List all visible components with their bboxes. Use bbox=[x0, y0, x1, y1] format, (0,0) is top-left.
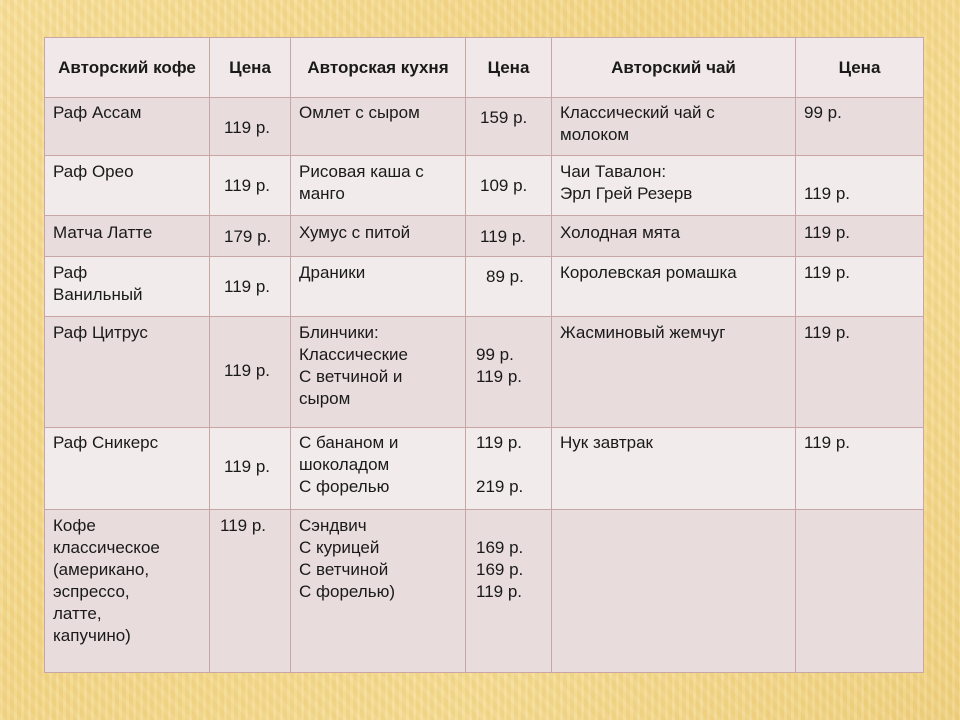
coffee-price-cell bbox=[210, 510, 291, 673]
coffee-name: Раф Ассам bbox=[53, 103, 142, 122]
header-row bbox=[45, 38, 924, 98]
coffee-name: капучино) bbox=[53, 626, 131, 645]
coffee-name: Матча Латте bbox=[53, 223, 153, 242]
coffee-price: 119 р. bbox=[224, 457, 271, 476]
header-kitchen-price: Цена bbox=[466, 38, 552, 98]
coffee-name: Ванильный bbox=[53, 285, 143, 304]
kitchen-item: Омлет с сыром bbox=[299, 103, 420, 122]
kitchen-price: 119 р. bbox=[480, 227, 527, 246]
tea-name-line: Жасминовый жемчуг bbox=[560, 323, 726, 342]
coffee-price: 119 р. bbox=[224, 118, 271, 137]
kitchen-price-cell bbox=[466, 257, 552, 317]
kitchen-item: Хумус с питой bbox=[299, 223, 411, 242]
tea-cell bbox=[552, 156, 796, 216]
tea-name-line: Эрл Грей Резерв bbox=[560, 184, 693, 203]
coffee-name: Раф Сникерс bbox=[53, 433, 159, 452]
coffee-name: эспрессо, bbox=[53, 582, 130, 601]
kitchen-cell bbox=[291, 428, 466, 510]
tea-cell bbox=[552, 257, 796, 317]
tea-cell bbox=[552, 216, 796, 257]
coffee-name: классическое bbox=[53, 538, 160, 557]
kitchen-price-cell bbox=[466, 216, 552, 257]
kitchen-price-cell bbox=[466, 317, 552, 428]
kitchen-cell bbox=[291, 317, 466, 428]
kitchen-price: 119 р. bbox=[476, 582, 523, 601]
kitchen-item: С бананом и bbox=[299, 433, 399, 452]
kitchen-price: 119 р. bbox=[476, 367, 523, 386]
kitchen-cell bbox=[291, 156, 466, 216]
coffee-price-cell bbox=[210, 428, 291, 510]
header-tea: Авторский чай bbox=[552, 38, 796, 98]
coffee-price: 119 р. bbox=[224, 361, 271, 380]
table-row bbox=[45, 428, 924, 510]
kitchen-cell bbox=[291, 216, 466, 257]
kitchen-price: 119 р. bbox=[476, 433, 523, 452]
kitchen-item: сыром bbox=[299, 389, 351, 408]
coffee-cell bbox=[45, 98, 210, 156]
coffee-cell bbox=[45, 510, 210, 673]
tea-price: 119 р. bbox=[804, 323, 851, 342]
tea-price: 119 р. bbox=[804, 223, 851, 242]
tea-name-line: Чаи Тавалон: bbox=[560, 162, 667, 181]
coffee-name: Раф Цитрус bbox=[53, 323, 148, 342]
kitchen-item: С форелью) bbox=[299, 582, 395, 601]
coffee-price-cell bbox=[210, 216, 291, 257]
header-tea-price: Цена bbox=[796, 38, 924, 98]
coffee-price-cell bbox=[210, 317, 291, 428]
tea-name-line: Королевская ромашка bbox=[560, 263, 737, 282]
tea-cell bbox=[552, 317, 796, 428]
kitchen-item: шоколадом bbox=[299, 455, 390, 474]
tea-price: 119 р. bbox=[804, 184, 851, 203]
kitchen-price: 109 р. bbox=[480, 176, 528, 195]
tea-price-cell-empty bbox=[796, 510, 924, 673]
kitchen-item: Классические bbox=[299, 345, 408, 364]
coffee-cell bbox=[45, 257, 210, 317]
tea-price-cell bbox=[796, 428, 924, 510]
tea-price-cell bbox=[796, 257, 924, 317]
kitchen-item: Драники bbox=[299, 263, 366, 282]
tea-price-cell bbox=[796, 156, 924, 216]
coffee-name: латте, bbox=[53, 604, 102, 623]
kitchen-price: 99 р. bbox=[476, 345, 514, 364]
menu-table bbox=[44, 37, 924, 673]
coffee-cell bbox=[45, 216, 210, 257]
tea-cell bbox=[552, 428, 796, 510]
tea-name-line: Классический чай с bbox=[560, 103, 715, 122]
kitchen-cell bbox=[291, 98, 466, 156]
kitchen-price-cell bbox=[466, 156, 552, 216]
kitchen-cell bbox=[291, 510, 466, 673]
coffee-name: Кофе bbox=[53, 516, 96, 535]
coffee-price-cell bbox=[210, 257, 291, 317]
kitchen-item: Рисовая каша с bbox=[299, 162, 424, 181]
kitchen-price: 169 р. bbox=[476, 538, 524, 557]
kitchen-price: 159 р. bbox=[480, 108, 528, 127]
coffee-cell bbox=[45, 317, 210, 428]
tea-price: 99 р. bbox=[804, 103, 842, 122]
coffee-name: Раф bbox=[53, 263, 88, 282]
tea-name-line: молоком bbox=[560, 125, 630, 144]
tea-cell bbox=[552, 98, 796, 156]
kitchen-price-cell bbox=[466, 510, 552, 673]
coffee-price: 119 р. bbox=[220, 516, 267, 535]
tea-price-cell bbox=[796, 216, 924, 257]
table-row bbox=[45, 317, 924, 428]
kitchen-item: манго bbox=[299, 184, 345, 203]
kitchen-cell bbox=[291, 257, 466, 317]
kitchen-item: Блинчики: bbox=[299, 323, 379, 342]
kitchen-item: С ветчиной и bbox=[299, 367, 403, 386]
tea-price: 119 р. bbox=[804, 263, 851, 282]
tea-price-cell bbox=[796, 317, 924, 428]
tea-price-cell bbox=[796, 98, 924, 156]
tea-price: 119 р. bbox=[804, 433, 851, 452]
table-row bbox=[45, 156, 924, 216]
coffee-price: 119 р. bbox=[224, 176, 271, 195]
coffee-price: 119 р. bbox=[224, 277, 271, 296]
coffee-cell bbox=[45, 428, 210, 510]
kitchen-item: С ветчиной bbox=[299, 560, 389, 579]
coffee-price: 179 р. bbox=[224, 227, 272, 246]
coffee-name: Раф Орео bbox=[53, 162, 134, 181]
kitchen-item: Сэндвич bbox=[299, 516, 367, 535]
header-kitchen: Авторская кухня bbox=[291, 38, 466, 98]
coffee-name: (американо, bbox=[53, 560, 150, 579]
kitchen-item: С форелью bbox=[299, 477, 390, 496]
header-coffee: Авторский кофе bbox=[45, 38, 210, 98]
kitchen-price: 219 р. bbox=[476, 477, 524, 496]
table-row bbox=[45, 257, 924, 317]
table-row bbox=[45, 216, 924, 257]
kitchen-price: 89 р. bbox=[486, 267, 524, 286]
tea-name-line: Холодная мята bbox=[560, 223, 681, 242]
tea-cell-empty bbox=[552, 510, 796, 673]
tea-name-line: Нук завтрак bbox=[560, 433, 653, 452]
kitchen-price-cell bbox=[466, 98, 552, 156]
header-coffee-price: Цена bbox=[210, 38, 291, 98]
table-row bbox=[45, 510, 924, 673]
coffee-cell bbox=[45, 156, 210, 216]
kitchen-price-cell bbox=[466, 428, 552, 510]
kitchen-item: С курицей bbox=[299, 538, 380, 557]
kitchen-price: 169 р. bbox=[476, 560, 524, 579]
table-row bbox=[45, 98, 924, 156]
coffee-price-cell bbox=[210, 156, 291, 216]
coffee-price-cell bbox=[210, 98, 291, 156]
